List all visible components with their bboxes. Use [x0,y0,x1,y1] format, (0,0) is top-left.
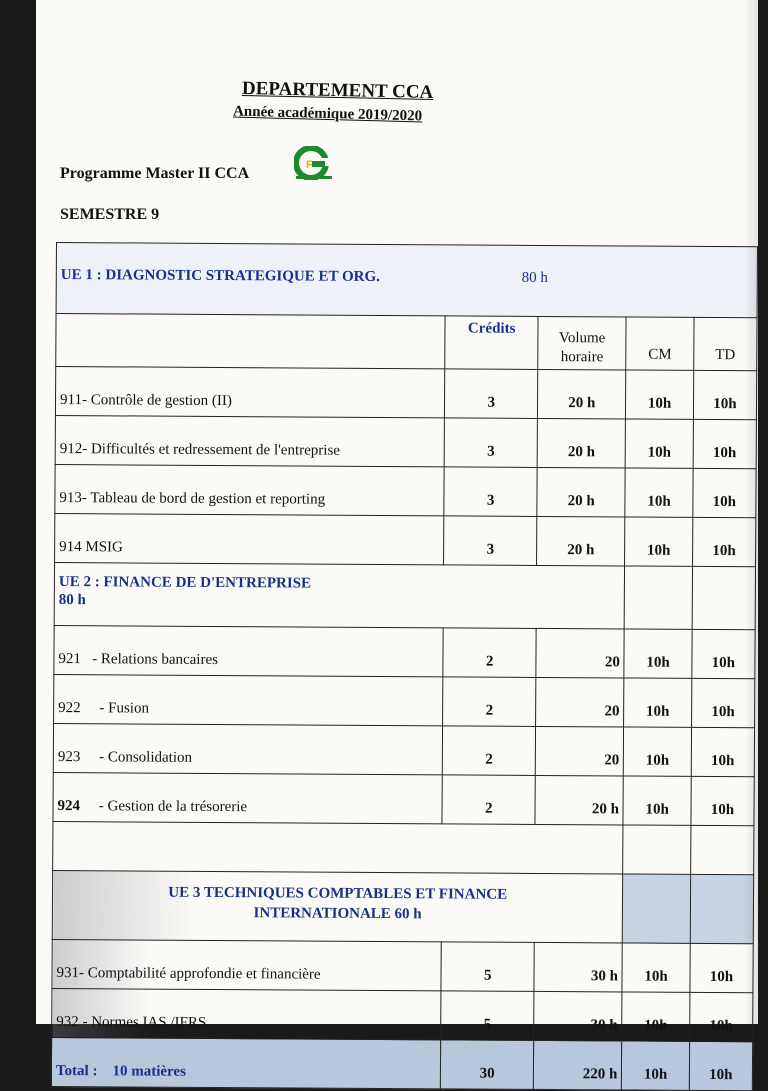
course-volume: 20 h [537,418,626,468]
course-td: 10h [691,727,755,776]
course-volume: 20 h [537,369,626,419]
course-row [54,625,755,678]
semester-label: SEMESTRE 9 [60,206,160,223]
column-header-row [56,314,757,371]
volume-header-line1: Volume [558,330,606,347]
document-page [36,0,758,1084]
course-name [54,674,444,725]
course-row [55,367,756,420]
svg-text:F: F [306,159,313,171]
course-name: 913- Tableau de bord de gestion et reporting [55,464,445,515]
course-name [54,625,444,676]
course-volume: 20 [535,726,624,776]
department-title: DEPARTEMENT CCA [241,77,434,104]
course-credits: 3 [444,516,537,566]
total-td: 10h [689,1041,753,1090]
ue1-title: UE 1 : DIAGNOSTIC STRATEGIQUE ET ORG. [60,266,380,285]
course-code: 921 [58,651,82,668]
programme-label: Programme Master II CCA [60,165,250,182]
volume-header-line2: horaire [560,349,604,366]
course-cm: 10h [626,370,694,419]
course-volume: 30 h [534,991,623,1041]
ue3-header-row [52,870,753,943]
course-td: 10h [692,517,756,566]
course-volume: 30 h [534,942,623,992]
total-label: Total : [55,1063,98,1080]
course-credits: 5 [441,991,534,1041]
course-volume: 20 [536,628,625,678]
course-title: - Fusion [99,700,150,717]
total-matieres: 10 matières [112,1063,186,1080]
course-credits: 2 [443,628,536,678]
ue3-title-line2: INTERNATIONALE 60 h [253,905,422,923]
course-name: 914 MSIG [55,513,445,564]
course-td: 10h [689,992,753,1041]
course-volume: 20 h [537,516,626,566]
blank-cell [623,825,691,874]
course-td: 10h [692,629,756,678]
course-row [55,513,756,566]
course-row [55,415,756,468]
course-cm: 10h [626,419,694,468]
ue3-cm-blank [623,874,691,943]
ue3-title-line1: UE 3 TECHNIQUES COMPTABLES ET FINANCE [168,884,508,903]
course-credits: 3 [444,467,537,517]
g-logo-icon [294,146,334,180]
course-cm: 10h [622,992,690,1041]
course-cm: 10h [625,517,693,566]
course-row [53,723,754,776]
course-name: 911- Contrôle de gestion (II) [55,367,445,418]
ue1-header-row [56,243,757,318]
course-volume: 20 h [535,775,624,825]
course-table [51,242,758,1091]
course-td: 10h [691,678,755,727]
course-row [53,772,754,825]
course-row [55,464,756,517]
course-code: 922 [58,700,81,717]
course-cm: 10h [622,943,690,992]
course-cm: 10h [624,727,692,776]
blank-cell [690,825,754,874]
course-row [52,988,753,1041]
course-cm: 10h [624,678,692,727]
course-name: 912- Difficultés et redressement de l'entreprise [55,415,445,466]
ue1-hours: 80 h [521,269,548,286]
course-row [54,674,755,727]
course-volume: 20 [536,677,625,727]
ue2-header-row [54,562,755,629]
total-cm: 10h [622,1041,690,1090]
course-code: 923 [57,749,81,766]
ue2-hours: 80 h [58,592,86,609]
course-td: 10h [690,943,754,992]
ue2-title: UE 2 : FINANCE DE D'ENTREPRISE [58,574,312,592]
course-credits: 2 [442,775,535,825]
course-credits: 3 [445,418,538,468]
course-td: 10h [693,468,757,517]
course-name [53,723,443,774]
ue3-td-blank [690,874,754,943]
course-cm: 10h [625,468,693,517]
course-td: 10h [691,776,755,825]
course-credits: 5 [441,942,534,992]
academic-year: Année académique 2019/2020 [232,103,423,125]
course-volume: 20 h [537,467,626,517]
course-cm: 10h [624,629,692,678]
course-row [52,939,753,992]
course-name: 932 - Normes IAS /IFRS [52,988,442,1039]
course-credits: 2 [443,726,536,776]
course-credits: 3 [445,369,538,419]
course-code: 924 [57,798,81,815]
total-row [51,1037,752,1090]
course-td: 10h [693,419,757,468]
ue2-td-blank [692,566,756,629]
total-credits: 30 [441,1040,534,1090]
course-name: 931- Comptabilité approfondie et financière [52,939,442,990]
course-cm: 10h [623,776,691,825]
credits-header: Crédits [445,316,538,370]
course-title: - Gestion de la trésorerie [98,798,248,816]
total-label-cell [51,1037,441,1088]
blank-row [53,821,754,874]
volume-header [538,316,627,370]
ue3-title-cell [52,870,623,942]
cm-header: CM [626,317,694,370]
td-header: TD [694,317,758,370]
course-title: - Consolidation [99,749,193,766]
course-credits: 2 [443,677,536,727]
course-title: - Relations bancaires [92,651,219,668]
ue2-cm-blank [625,566,693,629]
course-name [53,772,443,823]
blank-cell [53,821,624,873]
course-td: 10h [693,370,757,419]
total-volume: 220 h [533,1040,622,1090]
course-column-header [56,314,446,369]
